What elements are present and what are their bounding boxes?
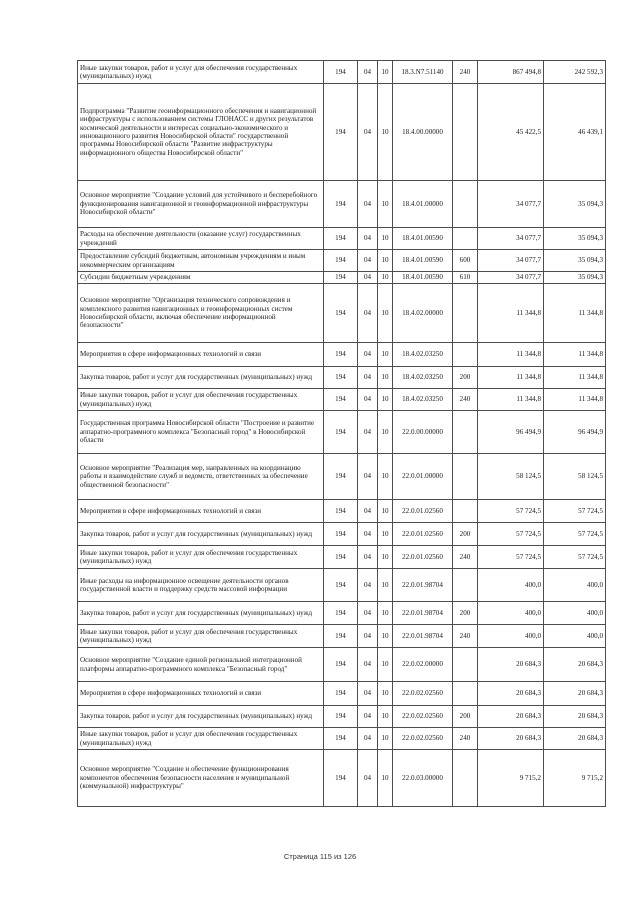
name-cell: Закупка товаров, работ и услуг для государственных (муниципальных) нужд [78, 367, 324, 389]
target-article-cell: 18.3.N7.51140 [393, 61, 453, 84]
subsection-cell: 10 [378, 546, 393, 569]
grbs-cell: 194 [324, 706, 358, 728]
expense-type-cell: 240 [453, 625, 478, 648]
section-cell: 04 [358, 61, 378, 84]
subsection-cell: 10 [378, 706, 393, 728]
name-cell: Мероприятия в сфере информационных технологий и связи [78, 343, 324, 367]
target-article-cell: 18.4.01.00590 [393, 228, 453, 250]
subsection-cell: 10 [378, 682, 393, 706]
name-cell: Иные закупки товаров, работ и услуг для обеспечения государственных (муниципальных) нужд [78, 61, 324, 84]
target-article-cell: 22.0.01.98704 [393, 569, 453, 602]
amount-year2-cell: 58 124,5 [544, 454, 606, 500]
expense-type-cell [453, 228, 478, 250]
section-cell: 04 [358, 228, 378, 250]
table-row [78, 728, 606, 750]
name-cell: Иные расходы на информационное освещение деятельности органов государственной власти и поддержку средств массовой информации [78, 569, 324, 602]
grbs-cell: 194 [324, 284, 358, 343]
table-row [78, 343, 606, 367]
table-row [78, 250, 606, 272]
amount-year1-cell: 20 684,3 [478, 706, 544, 728]
expense-type-cell [453, 284, 478, 343]
table-row [78, 500, 606, 523]
amount-year1-cell: 11 344,8 [478, 389, 544, 411]
amount-year2-cell: 20 684,3 [544, 706, 606, 728]
target-article-cell: 18.4.01.00000 [393, 181, 453, 228]
expense-type-cell: 200 [453, 706, 478, 728]
subsection-cell: 10 [378, 228, 393, 250]
expense-type-cell: 200 [453, 602, 478, 625]
section-cell: 04 [358, 523, 378, 546]
name-cell: Закупка товаров, работ и услуг для государственных (муниципальных) нужд [78, 523, 324, 546]
section-cell: 04 [358, 367, 378, 389]
amount-year2-cell: 11 344,8 [544, 389, 606, 411]
section-cell: 04 [358, 284, 378, 343]
amount-year1-cell: 11 344,8 [478, 367, 544, 389]
target-article-cell: 22.0.01.02560 [393, 546, 453, 569]
amount-year1-cell: 867 494,8 [478, 61, 544, 84]
amount-year1-cell: 11 344,8 [478, 284, 544, 343]
amount-year2-cell: 57 724,5 [544, 546, 606, 569]
subsection-cell: 10 [378, 61, 393, 84]
grbs-cell: 194 [324, 84, 358, 181]
amount-year2-cell: 35 094,3 [544, 250, 606, 272]
table-row [78, 84, 606, 181]
section-cell: 04 [358, 181, 378, 228]
grbs-cell: 194 [324, 602, 358, 625]
name-cell: Мероприятия в сфере информационных технологий и связи [78, 500, 324, 523]
expense-type-cell [453, 682, 478, 706]
amount-year1-cell: 34 077,7 [478, 228, 544, 250]
target-article-cell: 22.0.01.00000 [393, 454, 453, 500]
amount-year2-cell: 9 715,2 [544, 750, 606, 807]
grbs-cell: 194 [324, 625, 358, 648]
section-cell: 04 [358, 602, 378, 625]
section-cell: 04 [358, 569, 378, 602]
subsection-cell: 10 [378, 343, 393, 367]
section-cell: 04 [358, 272, 378, 284]
grbs-cell: 194 [324, 569, 358, 602]
target-article-cell: 18.4.02.03250 [393, 343, 453, 367]
expense-type-cell [453, 569, 478, 602]
table-row [78, 411, 606, 454]
name-cell: Иные закупки товаров, работ и услуг для обеспечения государственных (муниципальных) нужд [78, 625, 324, 648]
subsection-cell: 10 [378, 602, 393, 625]
expense-type-cell [453, 181, 478, 228]
table-row [78, 228, 606, 250]
expense-type-cell: 200 [453, 523, 478, 546]
amount-year1-cell: 57 724,5 [478, 523, 544, 546]
name-cell: Закупка товаров, работ и услуг для государственных (муниципальных) нужд [78, 706, 324, 728]
amount-year1-cell: 34 077,7 [478, 272, 544, 284]
table-row [78, 272, 606, 284]
section-cell: 04 [358, 454, 378, 500]
grbs-cell: 194 [324, 500, 358, 523]
target-article-cell: 22.0.02.00000 [393, 648, 453, 682]
name-cell: Субсидии бюджетным учреждениям [78, 272, 324, 284]
name-cell: Подпрограмма "Развитие геоинформационного обеспечения и навигационной инфраструктуры с использованием системы ГЛОНАСС и других результатов космической деятельности в интересах социально-экономического и инновационного развития Новосибирской области" государственной программы Новосибирской области "Развитие инфраструктуры информационного общества Новосибирской области" [78, 84, 324, 181]
section-cell: 04 [358, 728, 378, 750]
amount-year1-cell: 57 724,5 [478, 546, 544, 569]
section-cell: 04 [358, 648, 378, 682]
amount-year1-cell: 34 077,7 [478, 181, 544, 228]
expense-type-cell [453, 454, 478, 500]
name-cell: Мероприятия в сфере информационных технологий и связи [78, 682, 324, 706]
name-cell: Государственная программа Новосибирской области "Построение и развитие аппаратно-программного комплекса "Безопасный город" в Новосибирской области [78, 411, 324, 454]
grbs-cell: 194 [324, 523, 358, 546]
grbs-cell: 194 [324, 250, 358, 272]
section-cell: 04 [358, 411, 378, 454]
table-row [78, 367, 606, 389]
target-article-cell: 22.0.01.02560 [393, 523, 453, 546]
grbs-cell: 194 [324, 750, 358, 807]
amount-year2-cell: 400,0 [544, 602, 606, 625]
grbs-cell: 194 [324, 728, 358, 750]
expense-type-cell: 240 [453, 728, 478, 750]
grbs-cell: 194 [324, 648, 358, 682]
budget-table [77, 60, 606, 807]
target-article-cell: 18.4.01.00590 [393, 250, 453, 272]
grbs-cell: 194 [324, 61, 358, 84]
amount-year1-cell: 11 344,8 [478, 343, 544, 367]
page-number: Страница 115 из 126 [283, 852, 357, 861]
expense-type-cell: 240 [453, 389, 478, 411]
expense-type-cell: 600 [453, 250, 478, 272]
subsection-cell: 10 [378, 367, 393, 389]
target-article-cell: 22.0.02.02560 [393, 706, 453, 728]
subsection-cell: 10 [378, 284, 393, 343]
section-cell: 04 [358, 546, 378, 569]
target-article-cell: 22.0.02.02560 [393, 682, 453, 706]
amount-year2-cell: 400,0 [544, 569, 606, 602]
table-row [78, 284, 606, 343]
section-cell: 04 [358, 625, 378, 648]
expense-type-cell [453, 343, 478, 367]
name-cell: Иные закупки товаров, работ и услуг для обеспечения государственных (муниципальных) нужд [78, 546, 324, 569]
name-cell: Иные закупки товаров, работ и услуг для обеспечения государственных (муниципальных) нужд [78, 389, 324, 411]
section-cell: 04 [358, 389, 378, 411]
expense-type-cell: 200 [453, 367, 478, 389]
expense-type-cell [453, 84, 478, 181]
table-row [78, 602, 606, 625]
name-cell: Основное мероприятие "Создание и обеспечение функционирования компонентов обеспечения безопасности населения и муниципальной (коммунальной) инфраструктуры" [78, 750, 324, 807]
amount-year2-cell: 20 684,3 [544, 728, 606, 750]
expense-type-cell: 240 [453, 546, 478, 569]
amount-year1-cell: 57 724,5 [478, 500, 544, 523]
section-cell: 04 [358, 750, 378, 807]
amount-year2-cell: 20 684,3 [544, 648, 606, 682]
subsection-cell: 10 [378, 728, 393, 750]
expense-type-cell [453, 750, 478, 807]
subsection-cell: 10 [378, 648, 393, 682]
subsection-cell: 10 [378, 625, 393, 648]
grbs-cell: 194 [324, 272, 358, 284]
subsection-cell: 10 [378, 411, 393, 454]
grbs-cell: 194 [324, 181, 358, 228]
expense-type-cell [453, 648, 478, 682]
name-cell: Основное мероприятие "Реализация мер, направленных на координацию работы и взаимодействие служб и ведомств, ответственных за обеспечение общественной безопасности" [78, 454, 324, 500]
amount-year2-cell: 57 724,5 [544, 500, 606, 523]
target-article-cell: 22.0.01.98704 [393, 602, 453, 625]
table-row [78, 706, 606, 728]
target-article-cell: 18.4.02.00000 [393, 284, 453, 343]
subsection-cell: 10 [378, 272, 393, 284]
amount-year1-cell: 96 494,9 [478, 411, 544, 454]
grbs-cell: 194 [324, 546, 358, 569]
amount-year2-cell: 57 724,5 [544, 523, 606, 546]
name-cell: Основное мероприятие "Создание условий для устойчивого и бесперебойного функционирования навигационной и геоинформационной инфраструктуры Новосибирской области" [78, 181, 324, 228]
amount-year1-cell: 58 124,5 [478, 454, 544, 500]
table-row [78, 454, 606, 500]
target-article-cell: 18.4.01.00590 [393, 272, 453, 284]
amount-year2-cell: 96 494,9 [544, 411, 606, 454]
subsection-cell: 10 [378, 569, 393, 602]
name-cell: Иные закупки товаров, работ и услуг для обеспечения государственных (муниципальных) нужд [78, 728, 324, 750]
grbs-cell: 194 [324, 454, 358, 500]
subsection-cell: 10 [378, 389, 393, 411]
amount-year2-cell: 400,0 [544, 625, 606, 648]
table-row [78, 523, 606, 546]
grbs-cell: 194 [324, 343, 358, 367]
section-cell: 04 [358, 706, 378, 728]
amount-year1-cell: 400,0 [478, 569, 544, 602]
amount-year2-cell: 11 344,8 [544, 343, 606, 367]
amount-year2-cell: 242 592,3 [544, 61, 606, 84]
section-cell: 04 [358, 343, 378, 367]
name-cell: Закупка товаров, работ и услуг для государственных (муниципальных) нужд [78, 602, 324, 625]
table-row [78, 750, 606, 807]
table-row [78, 546, 606, 569]
subsection-cell: 10 [378, 500, 393, 523]
amount-year1-cell: 45 422,5 [478, 84, 544, 181]
amount-year2-cell: 46 439,1 [544, 84, 606, 181]
subsection-cell: 10 [378, 181, 393, 228]
amount-year1-cell: 9 715,2 [478, 750, 544, 807]
amount-year1-cell: 400,0 [478, 602, 544, 625]
amount-year1-cell: 20 684,3 [478, 728, 544, 750]
target-article-cell: 22.0.01.02560 [393, 500, 453, 523]
amount-year1-cell: 400,0 [478, 625, 544, 648]
name-cell: Основное мероприятие "Организация технического сопровождения и комплексного развития навигационных и геоинформационных систем Новосибирской области, включая обеспечение информационной безопасности" [78, 284, 324, 343]
amount-year2-cell: 20 684,3 [544, 682, 606, 706]
amount-year2-cell: 11 344,8 [544, 284, 606, 343]
amount-year2-cell: 35 094,3 [544, 181, 606, 228]
expense-type-cell: 610 [453, 272, 478, 284]
grbs-cell: 194 [324, 367, 358, 389]
subsection-cell: 10 [378, 454, 393, 500]
amount-year2-cell: 11 344,8 [544, 367, 606, 389]
name-cell: Основное мероприятие "Создание единой региональной интеграционной платформы аппаратно-программного комплекса "Безопасный город" [78, 648, 324, 682]
table-row [78, 625, 606, 648]
grbs-cell: 194 [324, 228, 358, 250]
table-row [78, 682, 606, 706]
subsection-cell: 10 [378, 523, 393, 546]
amount-year1-cell: 20 684,3 [478, 682, 544, 706]
target-article-cell: 22.0.01.98704 [393, 625, 453, 648]
target-article-cell: 18.4.00.00000 [393, 84, 453, 181]
section-cell: 04 [358, 682, 378, 706]
table-row [78, 181, 606, 228]
section-cell: 04 [358, 84, 378, 181]
target-article-cell: 18.4.02.03250 [393, 367, 453, 389]
amount-year2-cell: 35 094,3 [544, 272, 606, 284]
grbs-cell: 194 [324, 411, 358, 454]
grbs-cell: 194 [324, 389, 358, 411]
amount-year2-cell: 35 094,3 [544, 228, 606, 250]
grbs-cell: 194 [324, 682, 358, 706]
expense-type-cell: 240 [453, 61, 478, 84]
target-article-cell: 22.0.00.00000 [393, 411, 453, 454]
table-row [78, 569, 606, 602]
table-row [78, 61, 606, 84]
subsection-cell: 10 [378, 84, 393, 181]
amount-year1-cell: 20 684,3 [478, 648, 544, 682]
target-article-cell: 18.4.02.03250 [393, 389, 453, 411]
table-body [78, 61, 606, 807]
expense-type-cell [453, 411, 478, 454]
expense-type-cell [453, 500, 478, 523]
target-article-cell: 22.0.02.02560 [393, 728, 453, 750]
amount-year1-cell: 34 077,7 [478, 250, 544, 272]
section-cell: 04 [358, 500, 378, 523]
table-row [78, 648, 606, 682]
subsection-cell: 10 [378, 750, 393, 807]
target-article-cell: 22.0.03.00000 [393, 750, 453, 807]
name-cell: Предоставление субсидий бюджетным, автономным учреждениям и иным некоммерческим организациям [78, 250, 324, 272]
subsection-cell: 10 [378, 250, 393, 272]
table-row [78, 389, 606, 411]
name-cell: Расходы на обеспечение деятельности (оказание услуг) государственных учреждений [78, 228, 324, 250]
section-cell: 04 [358, 250, 378, 272]
